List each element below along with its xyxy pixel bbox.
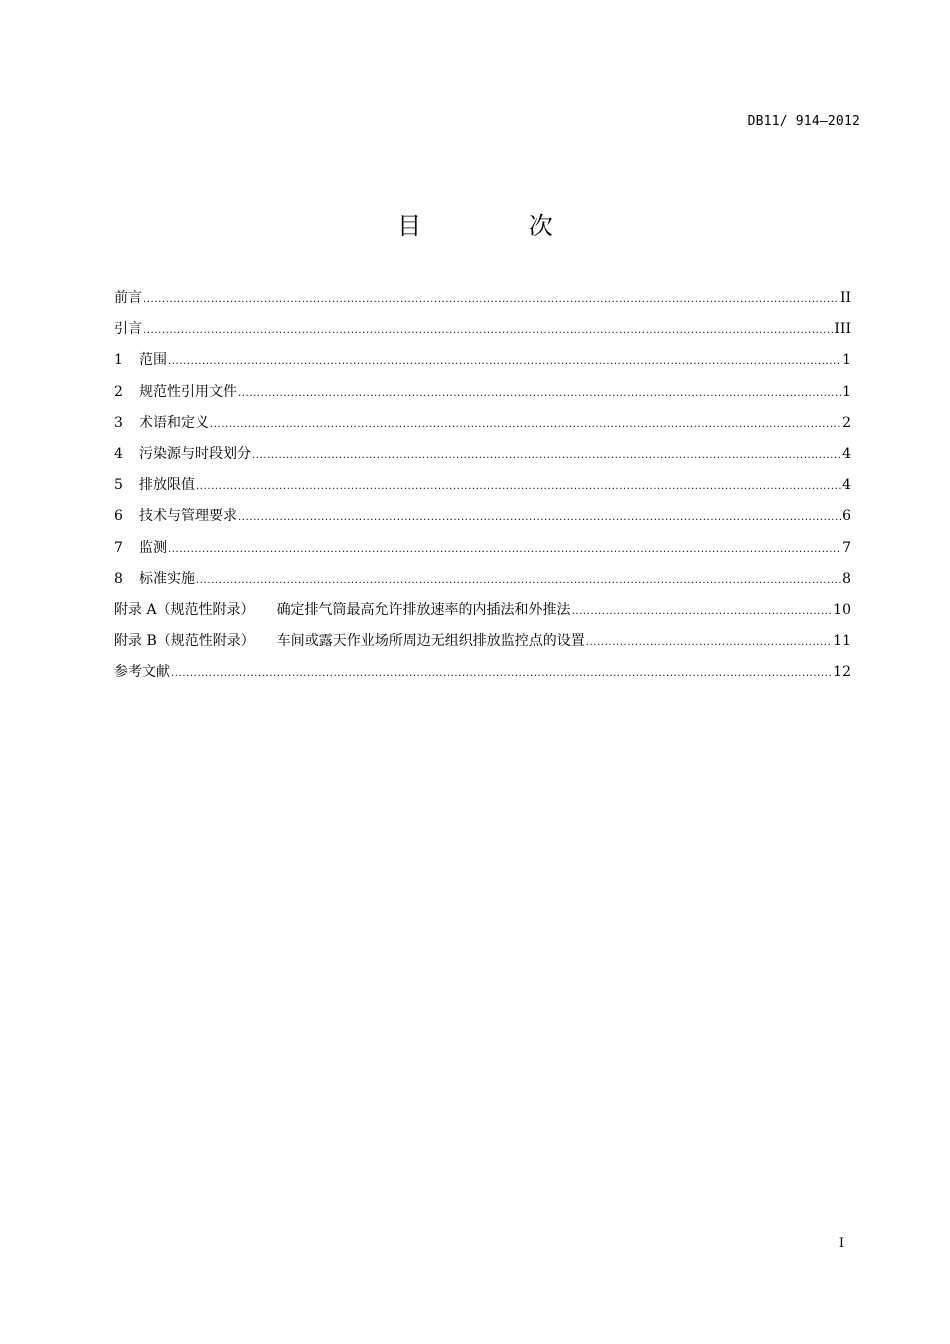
toc-entry-page: 4 <box>842 445 851 462</box>
toc-entry-number: 7 <box>114 539 123 556</box>
toc-entry-page: III <box>834 321 851 338</box>
toc-entry-page: 1 <box>842 352 851 369</box>
toc-entry-4[interactable] <box>114 441 851 472</box>
toc-leader-dots <box>196 474 841 500</box>
toc-leader-dots <box>168 537 841 563</box>
toc-entry-label: 技术与管理要求 <box>139 508 237 525</box>
table-of-contents <box>114 285 851 690</box>
toc-entry-8[interactable] <box>114 566 851 597</box>
toc-entry-page: II <box>839 290 851 306</box>
toc-entry-introduction[interactable] <box>114 316 851 347</box>
toc-entry-page: 4 <box>842 477 851 494</box>
toc-entry-5[interactable] <box>114 472 851 503</box>
toc-entry-appendix-prefix: 附录 B（规范性附录） <box>114 633 255 650</box>
toc-entry-number: 5 <box>114 477 123 494</box>
toc-entry-number: 3 <box>114 414 123 431</box>
toc-entry-label: 排放限值 <box>139 477 195 494</box>
toc-entry-label: 参考文献 <box>114 664 170 681</box>
toc-entry-label: 车间或露天作业场所周边无组织排放监控点的设置 <box>276 633 585 650</box>
toc-entry-number: 1 <box>114 352 123 369</box>
toc-entry-page: 10 <box>833 601 851 618</box>
toc-entry-7[interactable] <box>114 535 851 566</box>
toc-entry-page: 12 <box>833 664 851 681</box>
toc-entry-label: 标准实施 <box>139 570 195 587</box>
toc-entry-foreword[interactable] <box>114 285 851 316</box>
toc-leader-dots <box>238 381 841 407</box>
toc-entry-number: 2 <box>114 383 123 400</box>
toc-entry-appendix-b[interactable] <box>114 628 851 659</box>
toc-entry-label: 确定排气筒最高允许排放速率的内插法和外推法 <box>276 601 571 618</box>
toc-entry-number: 4 <box>114 445 123 462</box>
toc-entry-number: 8 <box>114 570 123 587</box>
toc-entry-page: 2 <box>842 414 851 431</box>
page-title: 目 次 <box>397 212 603 240</box>
toc-leader-dots <box>210 412 841 438</box>
toc-leader-dots <box>586 630 832 656</box>
toc-leader-dots <box>171 661 832 687</box>
toc-leader-dots <box>143 318 833 344</box>
toc-entry-page: 8 <box>842 570 851 587</box>
toc-entry-label: 前言 <box>114 290 142 306</box>
toc-entry-2[interactable] <box>114 379 851 410</box>
toc-entry-6[interactable] <box>114 503 851 534</box>
toc-entry-page: 7 <box>842 539 851 556</box>
toc-leader-dots <box>143 287 839 313</box>
toc-leader-dots <box>168 349 841 375</box>
toc-entry-label: 术语和定义 <box>139 414 209 431</box>
toc-entry-label: 监测 <box>139 539 167 556</box>
toc-entry-appendix-prefix: 附录 A（规范性附录） <box>114 601 255 618</box>
toc-entry-page: 1 <box>842 383 851 400</box>
toc-entry-page: 11 <box>833 633 851 650</box>
toc-entry-3[interactable] <box>114 410 851 441</box>
toc-entry-label: 范围 <box>139 352 167 369</box>
toc-entry-references[interactable] <box>114 659 851 690</box>
toc-entry-1[interactable] <box>114 347 851 378</box>
toc-entry-appendix-a[interactable] <box>114 597 851 628</box>
document-code: DB11/ 914—2012 <box>747 114 860 129</box>
toc-entry-number: 6 <box>114 508 123 525</box>
toc-entry-label: 污染源与时段划分 <box>139 445 251 462</box>
toc-leader-dots <box>572 599 833 625</box>
page-number: I <box>838 1236 844 1251</box>
toc-entry-label: 规范性引用文件 <box>139 383 237 400</box>
toc-entry-label: 引言 <box>114 321 142 338</box>
toc-leader-dots <box>196 568 841 594</box>
toc-entry-page: 6 <box>842 508 851 525</box>
toc-leader-dots <box>238 505 841 531</box>
toc-leader-dots <box>252 443 841 469</box>
